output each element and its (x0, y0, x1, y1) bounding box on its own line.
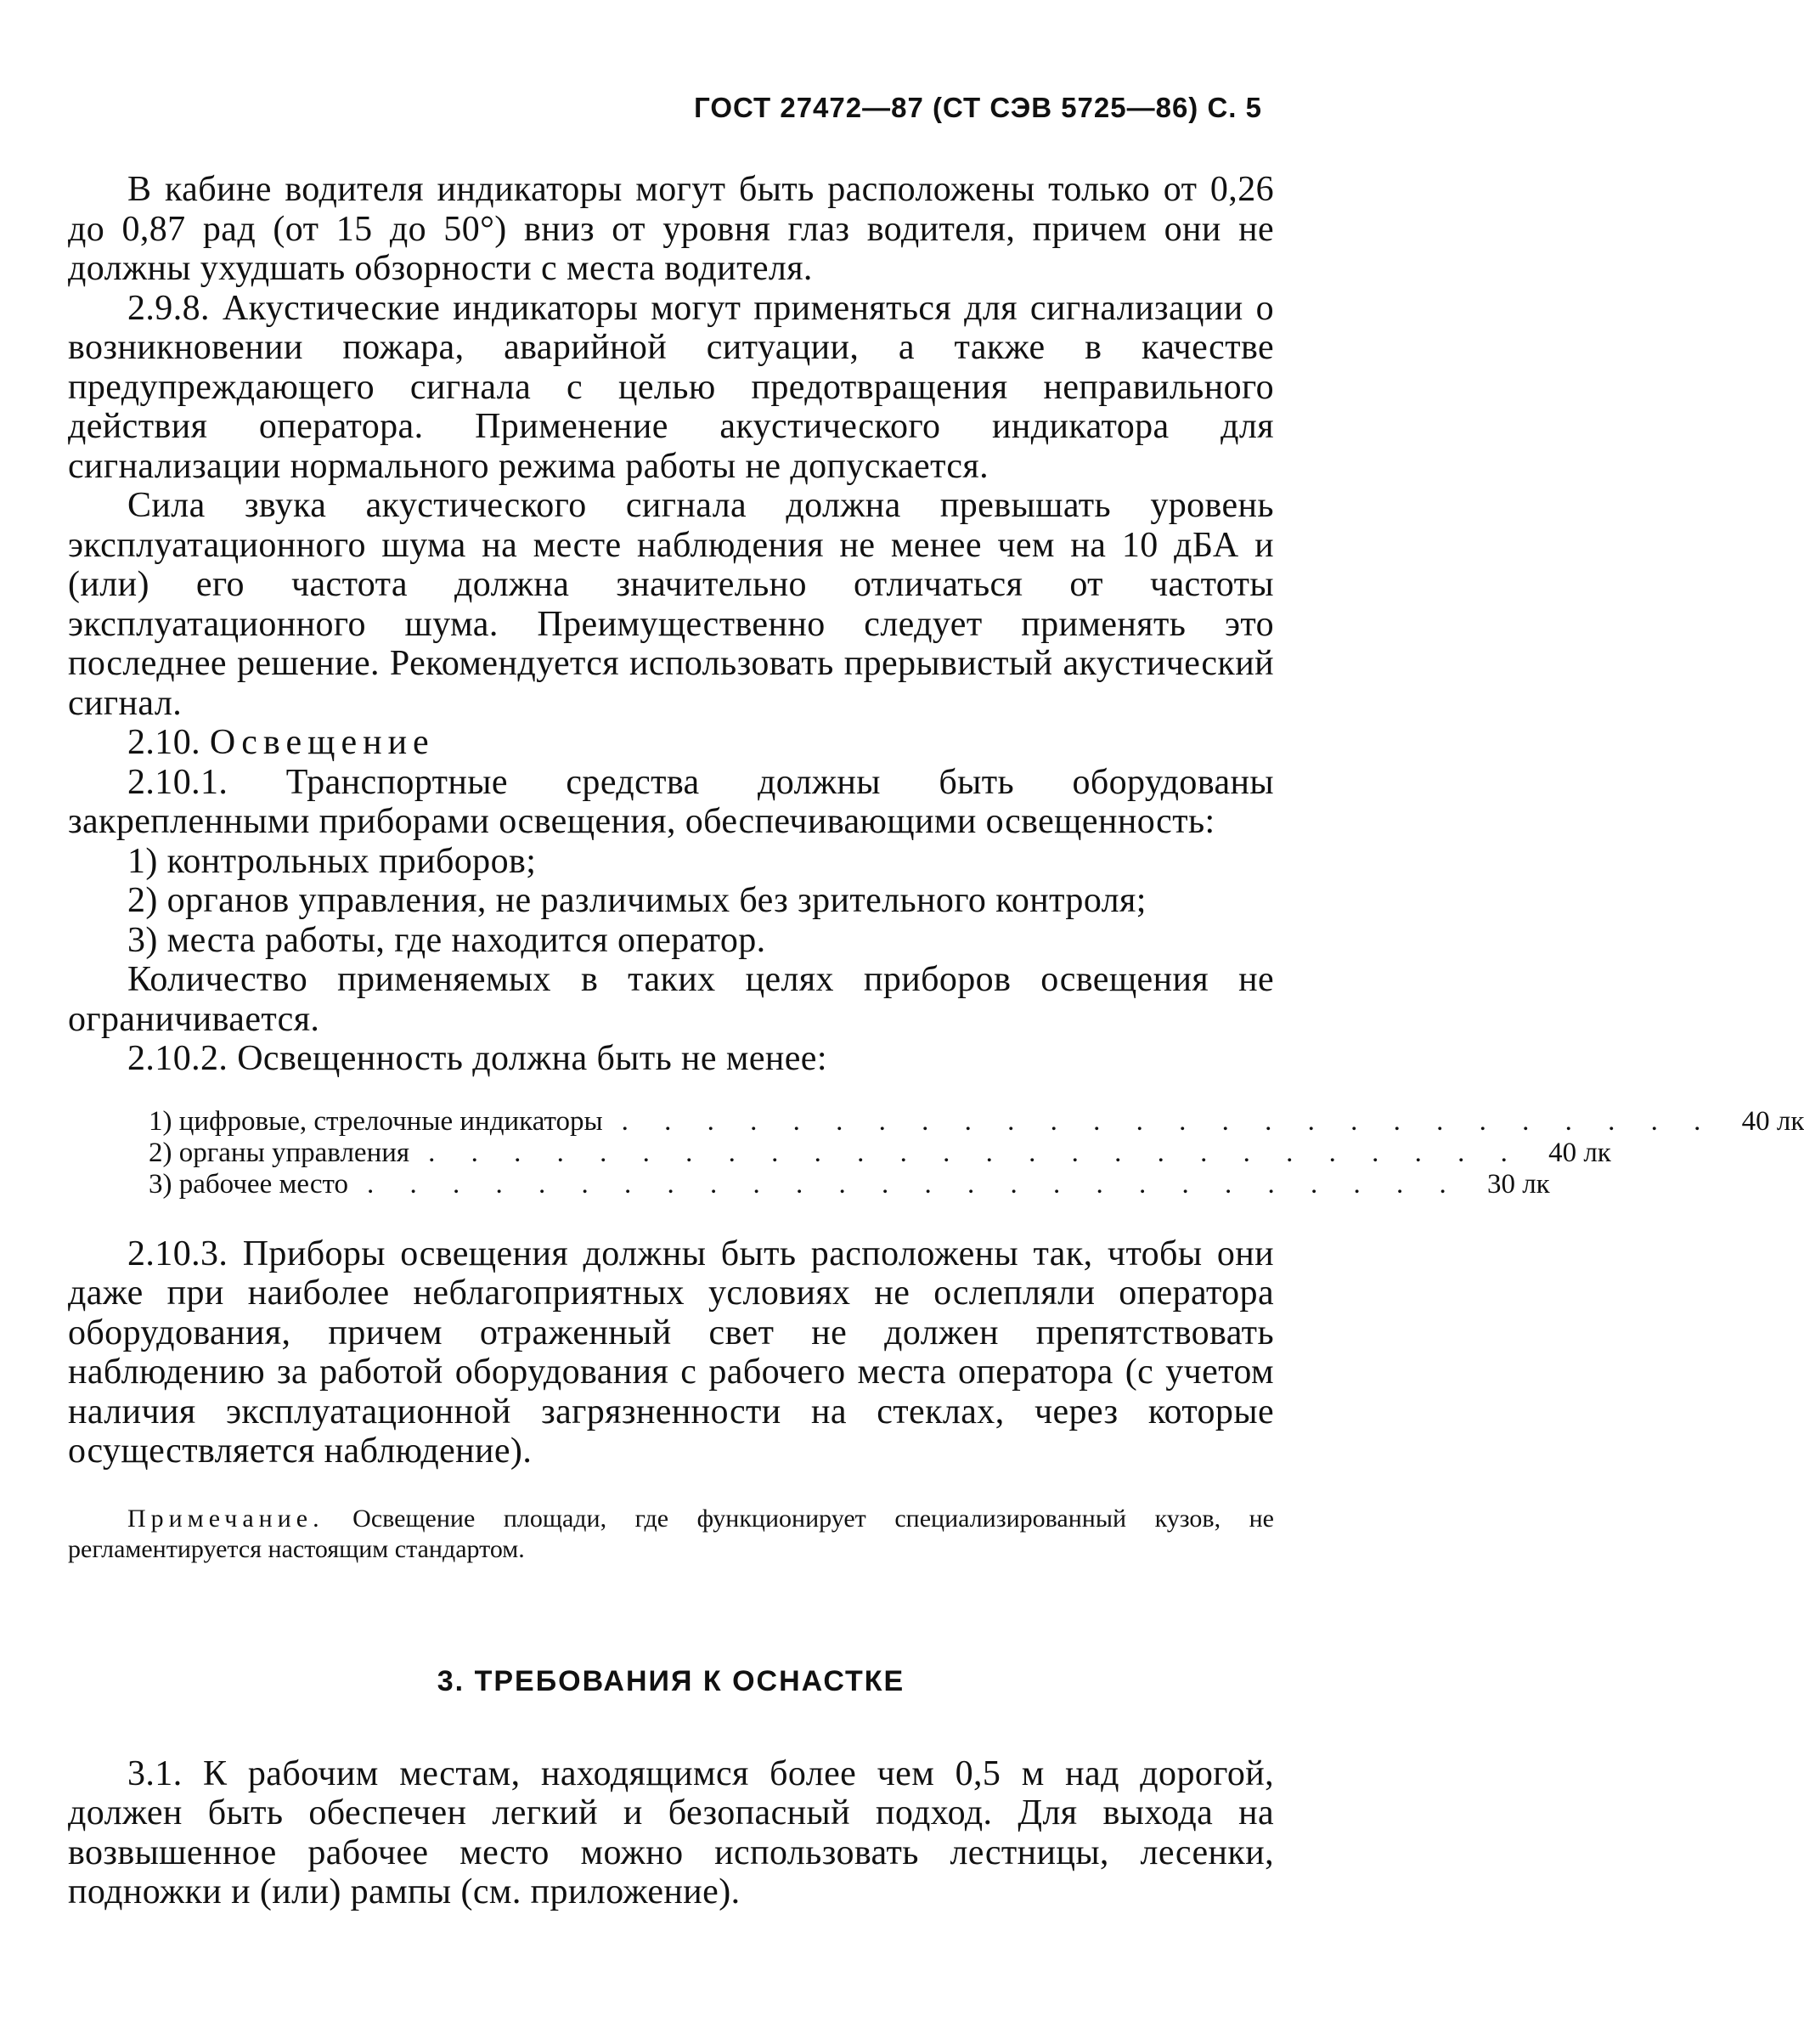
note (68, 1504, 1274, 1565)
paragraph-sound-level: Сила звука акустического сигнала должна превышать уровень эксплуатационного шума на месте наблюдения не менее чем на 10 дБА и (или) его частота должна значительно отличаться от частоты эксплуатационного шума. Преимущественно следует применять это последнее решение. Рекомендуется использовать прерывистый акустический сигнал. (68, 486, 1274, 723)
paragraph-quantity: Количество применяемых в таких целях приборов освещения не ограничивается. (68, 960, 1274, 1039)
subsection-heading-lighting (68, 723, 1274, 763)
document-body (68, 170, 1804, 1912)
illuminance-row (149, 1105, 1804, 1138)
illuminance-label: 2) органы управления (149, 1137, 410, 1168)
list-item-1: 1) контрольных приборов; (127, 841, 537, 881)
paragraph-2-10-3: 2.10.3. Приборы освещения должны быть расположены так, чтобы они даже при наиболее неблагоприятных условиях не ослепляли оператора оборудования, причем отраженный свет не должен препятствовать наблюдению за работой оборудования с рабочего места оператора (с учетом наличия эксплуатационной загрязненности на стеклах, через которые осуществляется наблюдение). (68, 1234, 1274, 1471)
leader-dots: . . . . . . . . . . . . . . . . . . . . . . . . . . (366, 1168, 1461, 1200)
leader-dots: . . . . . . . . . . . . . . . . . . . . . . . . . . (621, 1105, 1716, 1137)
leader-dots: . . . . . . . . . . . . . . . . . . . . . . . . . . (428, 1137, 1522, 1168)
illuminance-row (149, 1137, 1611, 1169)
illuminance-row (149, 1168, 1550, 1200)
illuminance-label: 3) рабочее место (149, 1168, 348, 1200)
note-text: Освещение площади, где функционирует специализированный кузов, не регламентируется настоящим стандартом. (68, 1504, 1275, 1563)
paragraph-2-9-8: 2.9.8. Акустические индикаторы могут применяться для сигнализации о возникновении пожара, аварийной ситуации, а также в качестве предупреждающего сигнала с целью предотвращения неправильного действия оператора. Применение акустического индикатора для сигнализации нормального режима работы не допускается. (68, 288, 1274, 486)
paragraph-2-10-1: 2.10.1. Транспортные средства должны быть оборудованы закрепленными приборами освещения, обеспечивающими освещенность: (68, 762, 1274, 841)
illuminance-label: 1) цифровые, стрелочные индикаторы (149, 1105, 603, 1137)
illuminance-value: 40 лк (1741, 1105, 1804, 1137)
section-title: 3. ТРЕБОВАНИЯ К ОСНАСТКЕ (437, 1664, 905, 1697)
page-header: ГОСТ 27472—87 (СТ СЭВ 5725—86) С. 5 (694, 92, 1262, 123)
paragraph-cab-indicators: В кабине водителя индикаторы могут быть расположены только от 0,26 до 0,87 рад (от 15 до 50°) вниз от уровня глаз водителя, причем они не должны ухудшать обзорности с места водителя. (68, 170, 1274, 288)
paragraph-2-10-2: 2.10.2. Освещенность должна быть не менее: (127, 1039, 827, 1078)
list-item-2: 2) органов управления, не различимых без зрительного контроля; (127, 881, 1147, 920)
subsection-title: Освещение (209, 723, 435, 762)
list-item-3: 3) места работы, где находится оператор. (127, 920, 766, 960)
illuminance-value: 30 лк (1486, 1168, 1550, 1200)
illuminance-table (149, 1105, 1804, 1200)
note-label: Примечание. (127, 1504, 324, 1533)
illuminance-value: 40 лк (1548, 1137, 1611, 1168)
paragraph-3-1: 3.1. К рабочим местам, находящимся более чем 0,5 м над дорогой, должен быть обеспечен легкий и безопасный подход. Для выхода на возвышенное рабочее место можно использовать лестницы, лесенки, подножки и (или) рампы (см. приложение). (68, 1753, 1274, 1911)
subsection-number: 2.10. (127, 723, 200, 762)
